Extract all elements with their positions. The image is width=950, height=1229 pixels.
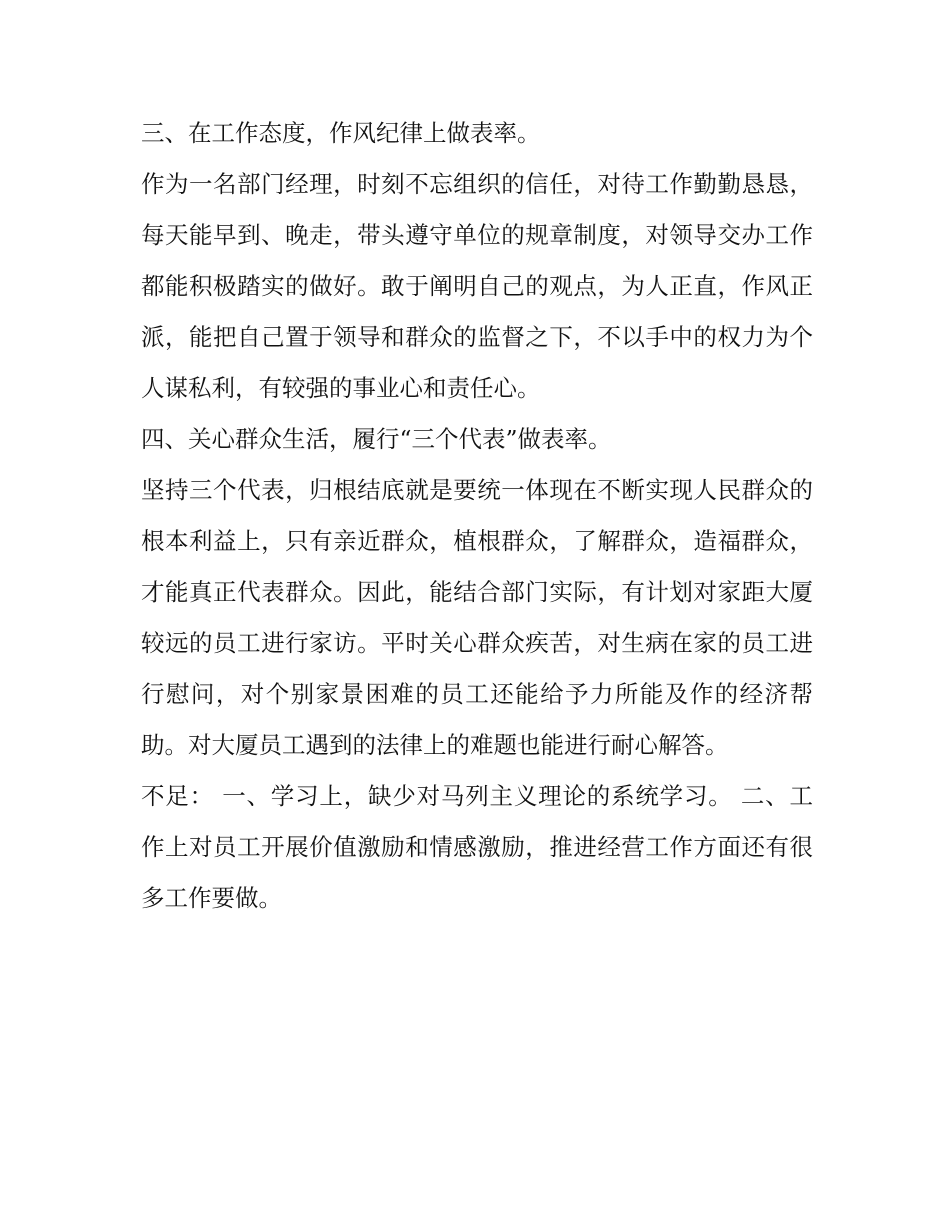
section-heading-work-attitude: 三、在工作态度，作风纪律上做表率。 xyxy=(141,119,541,147)
document-body xyxy=(141,108,813,924)
paragraph-care-for-masses: 坚持三个代表，归根结底就是要统一体现在不断实现人民群众的根本利益上，只有亲近群众，植根群众，了解群众，造福群众，才能真正代表群众。因此，能结合部门实际，有计划对家距大厦较远的员工进行家访。平时关心群众疾苦，对生病在家的员工进行慰问，对个别家景困难的员工还能给予力所能及作的经济帮助。对大厦员工遇到的法律上的难题也能进行耐心解答。 xyxy=(141,476,813,759)
paragraph-work-attitude: 作为一名部门经理，时刻不忘组织的信任，对待工作勤勤恳恳，每天能早到、晚走，带头遵守单位的规章制度，对领导交办工作都能积极踏实的做好。敢于阐明自己的观点，为人正直，作风正派，能把自己置于领导和群众的监督之下，不以手中的权力为个人谋私利，有较强的事业心和责任心。 xyxy=(141,170,813,402)
section-heading-care-for-masses: 四、关心群众生活，履行“三个代表”做表率。 xyxy=(141,425,612,453)
paragraph-shortcomings: 不足： 一、学习上，缺少对马列主义理论的系统学习。 二、工作上对员工开展价值激励和情感激励，推进经营工作方面还有很多工作要做。 xyxy=(141,782,813,912)
